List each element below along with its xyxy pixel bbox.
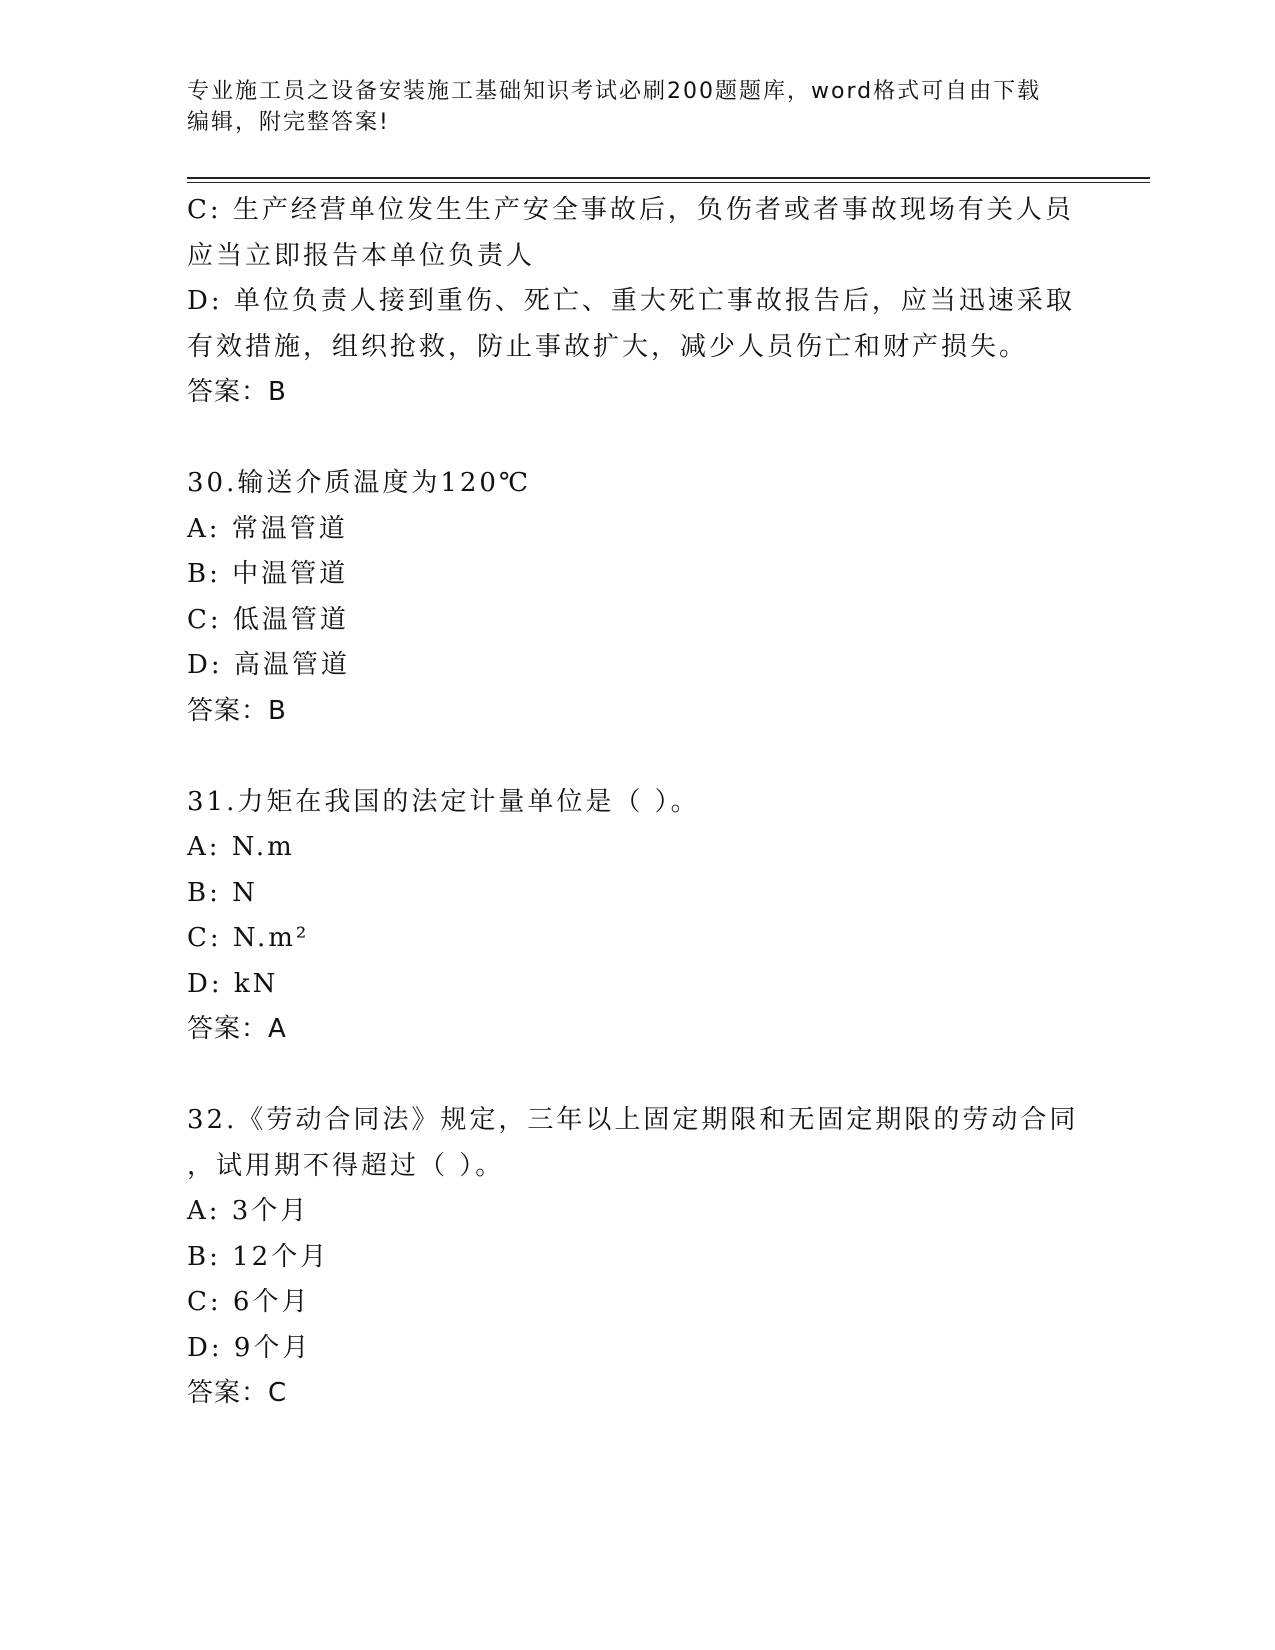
spacer <box>187 416 1087 462</box>
question-stem: 31.力矩在我国的法定计量单位是（ ）。 <box>187 786 700 817</box>
answer-line: 答案：B <box>187 695 287 726</box>
spacer <box>187 1053 1087 1099</box>
option-a: A: N.m <box>187 832 295 862</box>
document-header <box>187 76 1067 138</box>
option-d-line-1: D: 单位负责人接到重伤、死亡、重大死亡事故报告后，应当迅速采取 <box>187 286 1075 316</box>
header-title-line-1: 专业施工员之设备安装施工基础知识考试必刷200题题库，word格式可自由下载 <box>187 79 1042 104</box>
question-stem-line-2: ，试用期不得超过（ ）。 <box>187 1150 505 1181</box>
option-d: D: 9个月 <box>187 1332 312 1363</box>
document-body <box>187 188 1087 1417</box>
option-a: A: 常温管道 <box>187 513 348 544</box>
option-c: C: 低温管道 <box>187 604 349 635</box>
answer-line: 答案：B <box>187 377 287 407</box>
option-a: A: 3个月 <box>187 1196 310 1226</box>
option-c-line-2: 应当立即报告本单位负责人 <box>187 240 536 271</box>
question-stem: 30.输送介质温度为120℃ <box>187 468 532 498</box>
question-stem-line-1: 32.《劳动合同法》规定，三年以上固定期限和无固定期限的劳动合同 <box>187 1105 1079 1135</box>
option-d-line-2: 有效措施，组织抢救，防止事故扩大，减少人员伤亡和财产损失。 <box>187 331 1029 362</box>
option-b: B: 中温管道 <box>187 559 349 589</box>
option-b: B: N <box>187 877 258 908</box>
answer-line: 答案：C <box>187 1378 288 1408</box>
previous-question-tail <box>187 188 1087 416</box>
option-b: B: 12个月 <box>187 1241 330 1272</box>
option-c: C: 6个月 <box>187 1287 311 1317</box>
spacer <box>187 734 1087 780</box>
answer-line: 答案：A <box>187 1014 287 1044</box>
option-d: D: 高温管道 <box>187 650 350 680</box>
option-d: D: kN <box>187 968 279 999</box>
header-rule-thick <box>187 177 1150 179</box>
option-c: C: N.m² <box>187 923 310 953</box>
question-32 <box>187 1098 1087 1417</box>
header-title-line-2: 编辑，附完整答案! <box>187 110 390 135</box>
option-c-line-1: C: 生产经营单位发生生产安全事故后，负伤者或者事故现场有关人员 <box>187 195 1074 225</box>
header-rule-thin <box>187 182 1150 183</box>
question-30 <box>187 461 1087 734</box>
question-31 <box>187 780 1087 1053</box>
